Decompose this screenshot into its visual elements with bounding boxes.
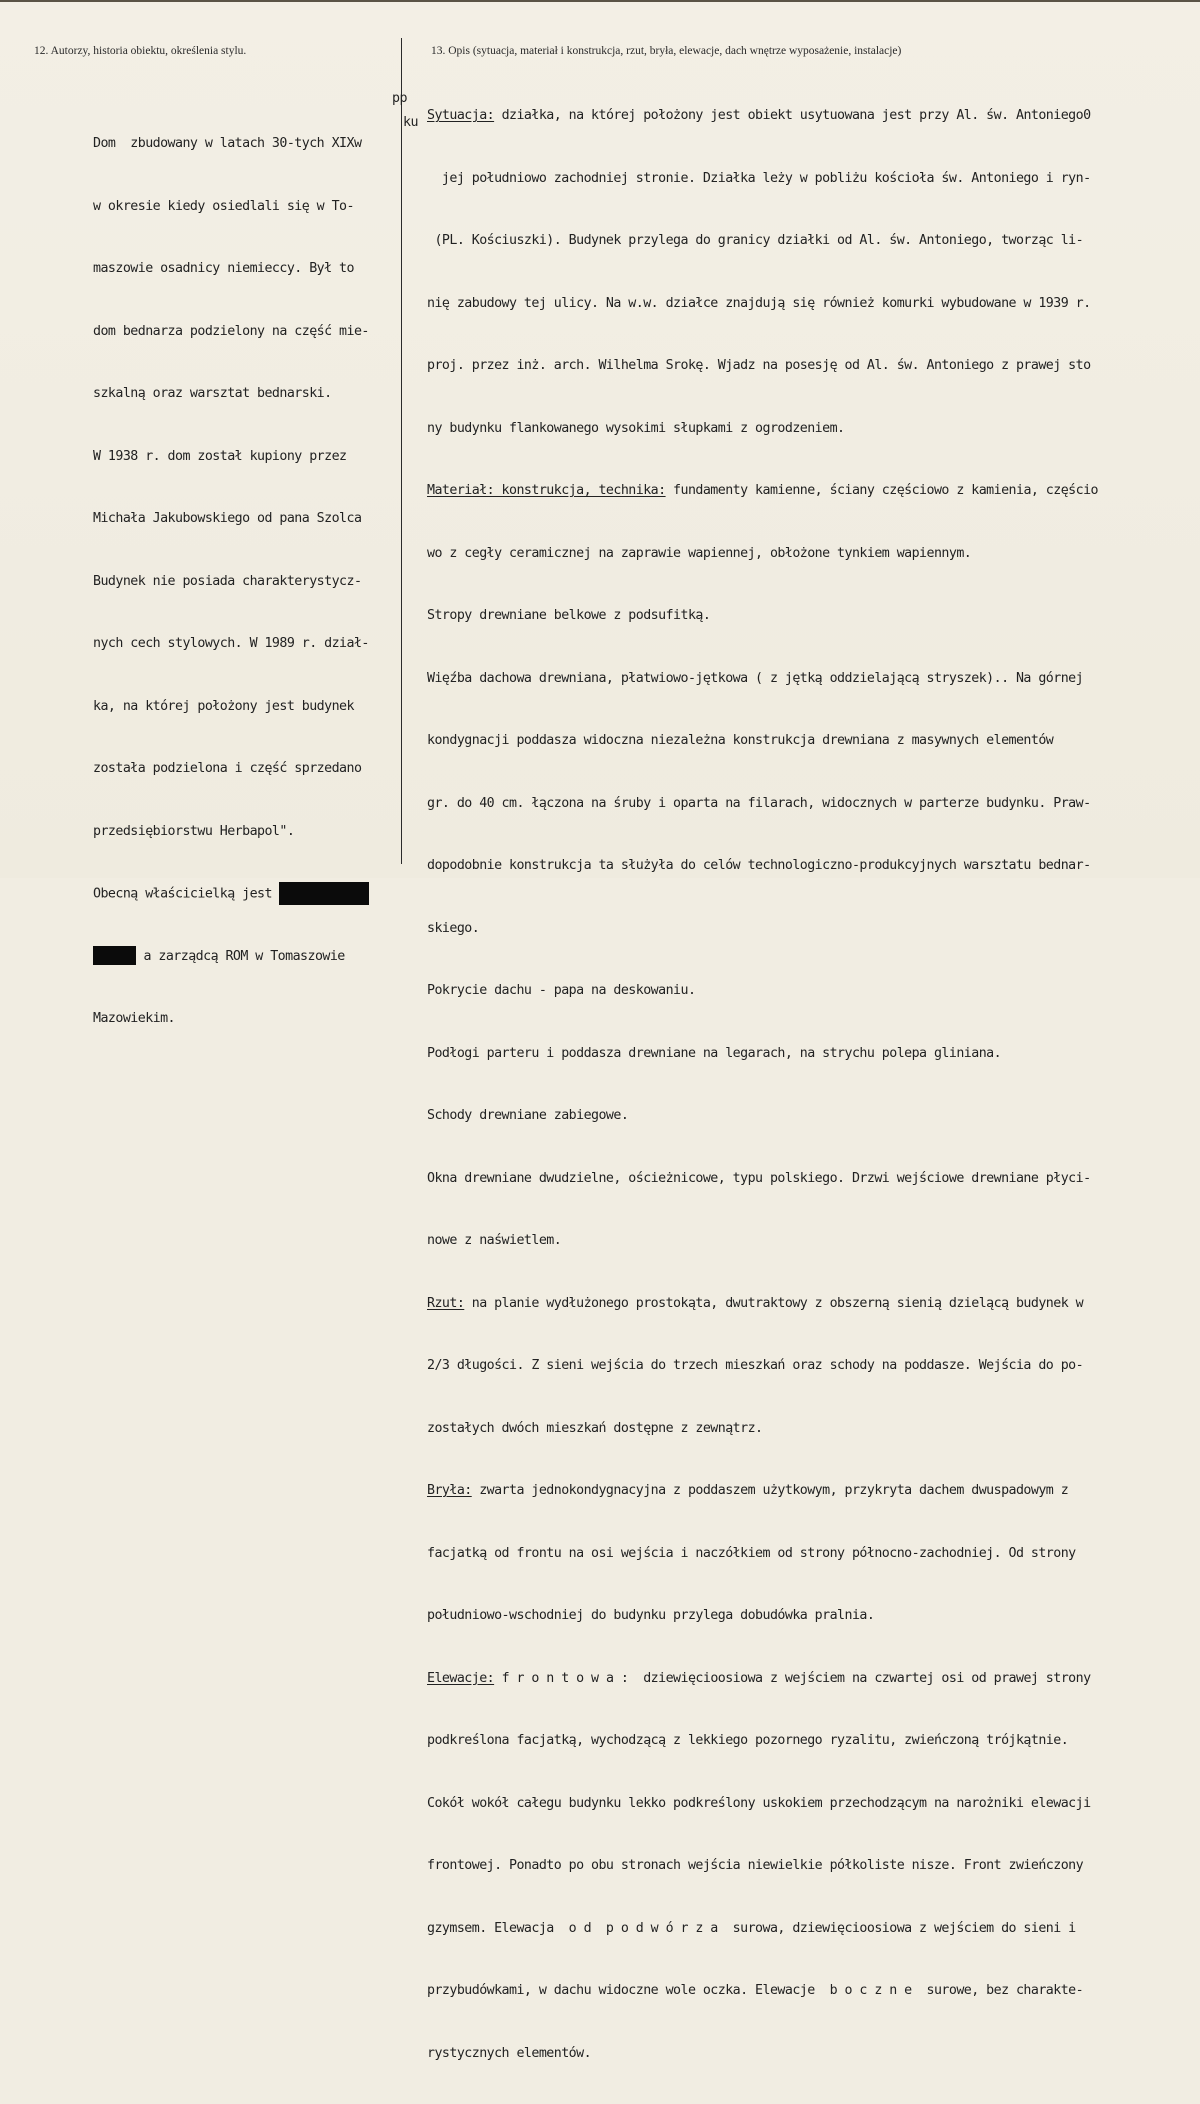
history-line: została podzielona i część sprzedano [93, 761, 362, 776]
description-line: ny budynku flankowanego wysokimi słupkami z ogrodzeniem. [427, 420, 845, 436]
description-text: zwarta jednokondygnacyjna z poddaszem użytkowym, przykryta dachem dwuspadowym z [471, 1483, 1069, 1498]
history-line: W 1938 r. dom został kupiony przez [93, 448, 347, 464]
description-text: 0 [1083, 108, 1091, 123]
description-line: dopodobnie konstrukcja ta służyła do celów technologiczno-produkcyjnych warsztatu bednar- [427, 858, 1091, 873]
description-line: frontowej. Ponadto po obu stronach wejścia niewielkie półkoliste nisze. Front zwieńczony [427, 1858, 1084, 1873]
description-line [427, 1292, 1098, 1317]
history-line: Budynek nie posiada charakterystycz- [93, 573, 362, 589]
description-line [427, 104, 1098, 129]
description-line: Stropy drewniane belkowe z podsufitką. [427, 608, 711, 623]
history-line: Mazowiekim. [93, 1011, 176, 1026]
description-line: (PL. Kościuszki). Budynek przylega do granicy działki od Al. św. Antoniego, tworząc li- [427, 233, 1084, 248]
description-text: fundamenty kamienne, ściany częściowo z kamienia, częścio [665, 483, 1098, 498]
description-text-block [427, 66, 1098, 2104]
material-heading: Materiał: konstrukcja, technika: [427, 483, 666, 498]
manager-line [93, 945, 369, 970]
history-text-block [93, 94, 369, 1070]
description-line: Więźba dachowa drewniana, płatwiowo-jętkowa ( z jętką oddzielającą stryszek).. Na górnej [427, 670, 1084, 686]
description-line: proj. przez inż. arch. Wilhelma Srokę. Wjadz na posesję od Al. św. Antoniego z prawej sto [427, 358, 1091, 373]
history-line: Dom zbudowany w latach 30-tych XIXw [93, 136, 362, 151]
description-line: gr. do 40 cm. łączona na śruby i oparta na filarach, widocznych w parterze budynku. Praw- [427, 795, 1091, 811]
description-line: skiego. [427, 920, 480, 936]
sytuacja-heading: Sytuacja: [427, 108, 495, 123]
description-line: kondygnacji poddasza widoczna niezależna konstrukcja drewniana z masywnych elementów [427, 733, 1054, 748]
top-border-line [0, 0, 1200, 2]
description-line [427, 1667, 1098, 1692]
description-line: rystycznych elementów. [427, 2045, 592, 2061]
redacted-owner-name-cont [93, 946, 136, 965]
elewacje-heading: Elewacje: [427, 1670, 495, 1686]
description-line: przybudówkami, w dachu widoczne wole oczka. Elewacje b o c z n e surowe, bez charakte- [427, 1983, 1084, 1998]
history-line: dom bednarza podzielony na część mie- [93, 323, 369, 339]
description-line: zostałych dwóch mieszkań dostępne z zewnątrz. [427, 1420, 763, 1436]
description-line: facjatką od frontu na osi wejścia i naczółkiem od strony północno-zachodniej. Od strony [427, 1545, 1076, 1561]
description-line [427, 479, 1098, 504]
margin-overflow-text: pp [392, 91, 408, 106]
history-line: ka, na której położony jest budynek [93, 698, 354, 714]
description-line: Schody drewniane zabiegowe. [427, 1108, 629, 1123]
description-text: na planie wydłużonego prostokąta, dwutraktowy z obszerną sienią dzielącą budynek w [464, 1295, 1084, 1311]
history-line: w okresie kiedy osiedlali się w To- [93, 198, 354, 214]
description-line: 2/3 długości. Z sieni wejścia do trzech mieszkań oraz schody na poddasze. Wejścia do po- [427, 1358, 1084, 1373]
rzut-heading: Rzut: [427, 1295, 465, 1311]
section-13-header: 13. Opis (sytuacja, materiał i konstrukcja, rzut, bryła, elewacje, dach wnętrze wyposażenie, instalacje) [431, 45, 902, 57]
history-line: maszowie osadnicy niemieccy. Był to [93, 261, 354, 276]
description-line: nię zabudowy tej ulicy. Na w.w. działce znajdują się również komurki wybudowane w 1939 r. [427, 295, 1091, 311]
description-line: wo z cegły ceramicznej na zaprawie wapiennej, obłożone tynkiem wapiennym. [427, 545, 972, 561]
history-line: przedsiębiorstwu Herbapol". [93, 823, 295, 839]
history-line: nych cech stylowych. W 1989 r. dział- [93, 636, 369, 651]
description-line: Podłogi parteru i poddasza drewniane na legarach, na strychu polepa gliniana. [427, 1045, 1002, 1061]
description-line: gzymsem. Elewacja o d p o d w ó r z a surowa, dziewięcioosiowa z wejściem do sieni i [427, 1920, 1076, 1936]
owner-line [93, 882, 369, 907]
description-text: f r o n t o w a : dziewięcioosiowa z wejściem na czwartej osi od prawej strony [494, 1670, 1091, 1686]
description-line: podkreślona facjatką, wychodzącą z lekkiego pozornego ryzalitu, zwieńczoną trójkątnie. [427, 1733, 1069, 1748]
description-line: Cokół wokół całegu budynku lekko podkreślony uskokiem przechodzącym na narożniki elewacji [427, 1795, 1091, 1811]
margin-overflow-text: ku [403, 115, 419, 130]
redacted-owner-name [279, 882, 369, 905]
description-line: Pokrycie dachu - papa na deskowaniu. [427, 983, 696, 998]
manager-text: a zarządcą ROM w Tomaszowie [143, 948, 345, 964]
description-line: Okna drewniane dwudzielne, ościeżnicowe, typu polskiego. Drzwi wejściowe drewniane płyci- [427, 1170, 1091, 1186]
column-divider [401, 38, 402, 864]
bryla-heading: Bryła: [427, 1483, 472, 1498]
description-line [427, 1479, 1098, 1504]
history-line: szkalną oraz warsztat bednarski. [93, 386, 332, 401]
history-line: Michała Jakubowskiego od pana Szolca [93, 511, 362, 526]
description-line: południowo-wschodniej do budynku przylega dobudówka pralnia. [427, 1608, 875, 1623]
description-line: nowe z naświetlem. [427, 1233, 562, 1248]
description-text: działka, na której położony jest obiekt usytuowana jest przy Al. św. Antoniego [494, 108, 1084, 123]
section-12-header: 12. Autorzy, historia obiektu, określenia stylu. [34, 45, 247, 57]
description-line: jej południowo zachodniej stronie. Działka leży w pobliżu kościoła św. Antoniego i ryn- [427, 170, 1091, 186]
owner-label: Obecną właścicielką jest [93, 886, 280, 902]
